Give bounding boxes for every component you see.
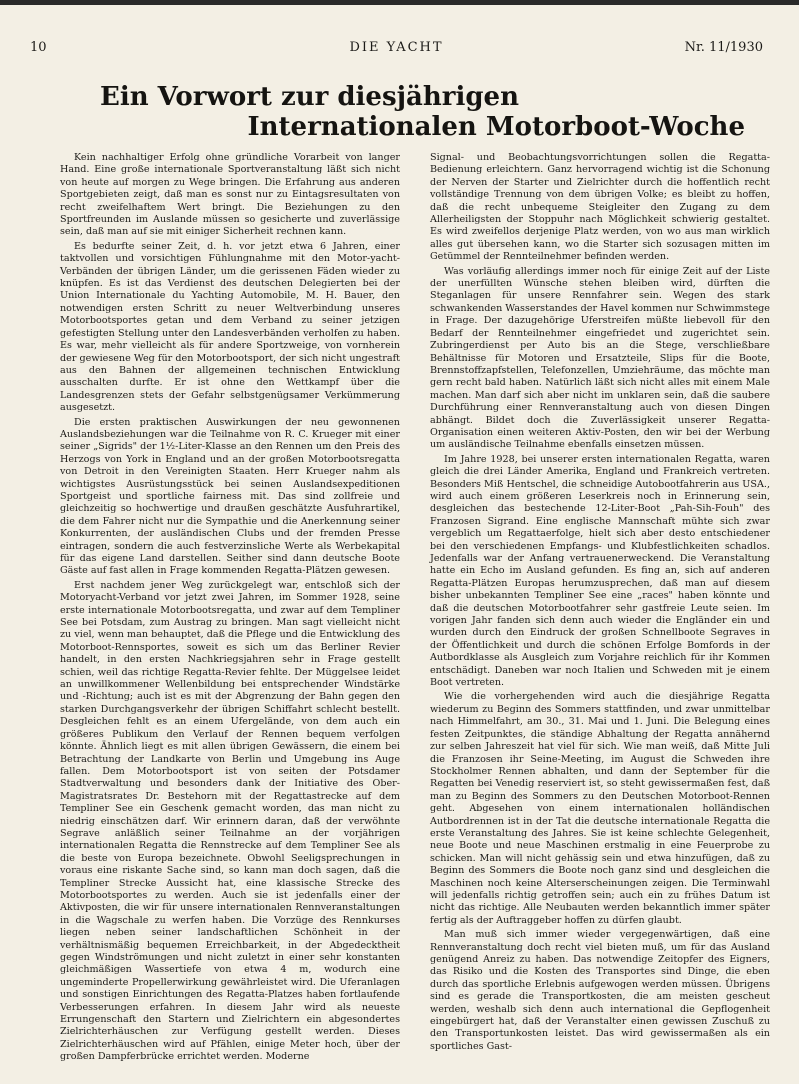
issue-number: Nr. 11/1930 bbox=[684, 40, 763, 55]
left-column bbox=[60, 152, 400, 1072]
article-title-line-1: Ein Vorwort zur diesjährigen bbox=[100, 82, 519, 112]
page-top-edge bbox=[0, 0, 799, 5]
running-header bbox=[30, 40, 763, 60]
paragraph: Im Jahre 1928, bei unserer ersten internationalen Regatta, waren gleich die drei Länder Amerika, England und Frankreich vertreten. Besonders Miß Hentschel, die schneidige Autobootfahrerin aus USA., wird auch einem größeren Leserkreis noch in Erinnerung sein, desgleichen das bestechende 12-Liter-Boot „Pah-Sih-Fouh" des Franzosen Sigrand. Eine englische Mannschaft mühte sich zwar vergeblich um Regattaerfolge, hielt sich aber desto entschiedener bei den verschiedenen Empfangs- und Klubfestlichkeiten schadlos. Jedenfalls war der Anfang vertrauenerweckend. Die Veranstaltung hatte ein Echo im Ausland gefunden. Es fing an, sich auf anderen Regatta-Plätzen Europas herumzusprechen, daß man auf diesem bisher unbekannten Templiner See eine „races" haben könnte und daß die deutschen Motorbootfahrer sehr gastfreie Leute seien. Im vorigen Jahr fanden sich denn auch wieder die Engländer ein und wurden durch den Eindruck der großen Schnellboote Segraves in der Öffentlichkeit und durch die schönen Erfolge Bomfords in der Autbordklasse als Ausgleich zum Vorjahre reichlich für ihr Kommen entschädigt. Daneben war noch Italien und Schweden mit je einem Boot vertreten. bbox=[430, 453, 770, 689]
paragraph: Es bedurfte seiner Zeit, d. h. vor jetzt etwa 6 Jahren, einer taktvollen und vorsichtigen Fühlungnahme mit den Motor-yacht-Verbänden der übrigen Länder, um die gerissenen Fäden wieder zu knüpfen. Es ist das Verdienst des deutschen Delegierten bei der Union Internationale du Yachting Automobile, M. H. Bauer, den notwendigen ersten Schritt zu neuer Weltverbindung unseres Motorbootsportes getan und dem Verband zu seiner jetzigen gefestigten Stellung unter den Landesverbänden verholfen zu haben. Es war, mehr vielleicht als für andere Sportzweige, von vornherein der gewiesene Weg für den Motorbootsport, der sich nicht ungestraft aus den Bahnen der allgemeinen technischen Entwicklung ausschalten durfte. Er ist ohne den Wettkampf über die Landesgrenzen stets der Gefahr selbstgenügsamer Verkümmerung ausgesetzt. bbox=[60, 240, 400, 414]
page-number: 10 bbox=[30, 40, 47, 55]
paragraph: Was vorläufig allerdings immer noch für einige Zeit auf der Liste der unerfüllten Wünsche stehen bleiben wird, dürften die Steganlagen für unsere Rennfahrer sein. Wegen des stark schwankenden Wasserstandes der Havel kommen nur Schwimmstege in Frage. Der dazugehörige Uferstreifen müßte liebevoll für den Bedarf der Rennteilnehmer eingefriedet und zugerichtet sein. Zubringerdienst per Auto bis an die Stege, verschließbare Behältnisse für Motoren und Ersatzteile, Slips für die Boote, Brennstoffzapfstellen, Telefonzellen, Umziehräume, das möchte man gern recht bald haben. Natürlich läßt sich nicht alles mit einem Male machen. Man darf sich aber nicht im unklaren sein, daß die saubere Durchführung einer Rennveranstaltung auch von diesen Dingen abhängt. Bildet doch die Zuverlässigkeit unserer Regatta-Organisation einen weiteren Aktiv-Posten, den wir bei der Werbung um ausländische Teilnahme ebenfalls einsetzen müssen. bbox=[430, 265, 770, 451]
article-body bbox=[60, 152, 770, 1072]
paragraph: Man muß sich immer wieder vergegenwärtigen, daß eine Rennveranstaltung doch recht viel bieten muß, um für das Ausland genügend Anreiz zu haben. Das notwendige Zeitopfer des Eigners, das Risiko und die Kosten des Transportes sind Dinge, die eben durch das sportliche Erlebnis aufgewogen werden müssen. Übrigens sind es gerade die Transportkosten, die am meisten gescheut werden, weshalb sich denn auch international die Gepflogenheit eingebürgert hat, daß der Veranstalter einen gewissen Zuschuß zu den Transportunkosten leistet. Das wird gewissermaßen als ein sportliches Gast- bbox=[430, 929, 770, 1052]
paragraph: Wie die vorhergehenden wird auch die diesjährige Regatta wiederum zu Beginn des Sommers stattfinden, und zwar unmittelbar nach Himmelfahrt, am 30., 31. Mai und 1. Juni. Die Belegung eines festen Zeitpunktes, die ständige Abhaltung der Regatta annähernd zur selben Jahreszeit hat viel für sich. Wie man weiß, daß Mitte Juli die Franzosen ihr Seine-Meeting, im August die Schweden ihre Stockholmer Rennen abhalten, und dann der September für die Regatten bei Venedig reserviert ist, so steht gewissermaßen fest, daß man zu Beginn des Sommers zu den Deutschen Motorboot-Rennen geht. Abgesehen von einem internationalen holländischen Autbordrennen ist in der Tat die deutsche internationale Regatta die erste Veranstaltung des Jahres. Sie ist keine schlechte Gelegenheit, neue Boote und neue Maschinen erstmalig in eine Feuerprobe zu schicken. Man will nicht gehässig sein und etwa hinzufügen, daß zu Beginn des Sommers die Boote noch ganz sind und desgleichen die Maschinen noch keine Alterserscheinungen zeigen. Die Terminwahl will jedenfalls richtig getroffen sein; auch ein zu frühes Datum ist nicht das richtige. Alle Neubauten werden bekanntlich immer später fertig als der Auftraggeber hoffen zu dürfen glaubt. bbox=[430, 691, 770, 926]
paragraph: Kein nachhaltiger Erfolg ohne gründliche Vorarbeit von langer Hand. Eine große internationale Sportveranstaltung läßt sich nicht von heute auf morgen zu Wege bringen. Die Erfahrung aus anderen Sportgebieten zeigt, daß man es sonst nur zu Eintagsresultaten von recht zweifelhaftem Wert bringt. Die Beziehungen zu den Sportfreunden im Auslande müssen so gesicherte und zuverlässige sein, daß man auf sie mit einiger Sicherheit rechnen kann. bbox=[60, 152, 400, 238]
journal-title: DIE YACHT bbox=[349, 40, 444, 55]
right-column bbox=[430, 152, 770, 1072]
paragraph: Signal- und Beobachtungsvorrichtungen sollen die Regatta-Bedienung erleichtern. Ganz hervorragend wichtig ist die Schonung der Nerven der Starter und Zielrichter durch die hoffentlich recht vollständige Trennung von dem übrigen Volke; es bleibt zu hoffen, daß die recht unbequeme Steigleiter den Zugang zu dem Allerheiligsten der Stoppuhr nach Möglichkeit schwierig gestaltet. Es wird zweifellos derjenige Platz werden, von wo aus man wirklich alles gut übersehen kann, wo die Starter sich sozusagen mitten im Getümmel der Rennteilnehmer befinden werden. bbox=[430, 152, 770, 263]
article-title-line-2: Internationalen Motorboot-Woche bbox=[247, 112, 745, 142]
paragraph: Erst nachdem jener Weg zurückgelegt war, entschloß sich der Motoryacht-Verband vor jetzt zwei Jahren, im Sommer 1928, seine erste internationale Motorbootsregatta, und zwar auf dem Templiner See bei Potsdam, zum Austrag zu bringen. Man sagt vielleicht nicht zu viel, wenn man behauptet, daß die Pflege und die Entwicklung des Motorboot-Rennsportes, soweit es sich um das Berliner Revier handelt, in den ersten Nachkriegsjahren sehr in Frage gestellt schien, weil das richtige Regatta-Revier fehlte. Der Müggelsee leidet an unwillkommener Wellenbildung bei entsprechender Windstärke und -Richtung; auch ist es mit der Abgrenzung der Bahn gegen den starken Durchgangsverkehr der übrigen Schiffahrt schlecht bestellt. Desgleichen fehlt es an einem Ufergelände, von dem auch ein größeres Publikum den Verlauf der Rennen bequem verfolgen könnte. Ähnlich liegt es mit allen übrigen Gewässern, die einem bei Betrachtung der Landkarte von Berlin und Umgebung ins Auge fallen. Dem Motorbootsport ist von seiten der Potsdamer Stadtverwaltung und besonders dank der Initiative des Ober-Magistratsrates Dr. Bestehorn mit der Regattastrecke auf dem Templiner See ein Geschenk gemacht worden, das man nicht zu niedrig einschätzen darf. Wir erinnern daran, daß der verwöhnte Segrave anläßlich seiner Teilnahme an der vorjährigen internationalen Regatta die Rennstrecke auf dem Templiner See als die beste von Europa bezeichnete. Obwohl Seeligsprechungen in voraus eine riskante Sache sind, so kann man doch sagen, daß die Templiner Strecke Aussicht hat, eine klassische Strecke des Motorbootsportes zu werden. Auch sie ist jedenfalls einer der Aktivposten, die wir für unsere internationalen Rennveranstaltungen in die Wagschale zu werfen haben. Die Vorzüge des Rennkurses liegen neben seiner landschaftlichen Schönheit in der verhältnismäßig bequemen Erreichbarkeit, in der Abgedecktheit gegen Windströmungen und nicht zuletzt in einer sehr konstanten gleichmäßigen Wassertiefe von etwa 4 m, wodurch eine ungeminderte Propellerwirkung gewährleistet wird. Die Uferanlagen und sonstigen Einrichtungen des Regatta-Platzes haben fortlaufende Verbesserungen erfahren. In diesem Jahr wird als neueste Errungenschaft den Startern und Zielrichtern ein abgesondertes Zielrichterhäuschen zur Verfügung gestellt werden. Dieses Zielrichterhäuschen wird auf Pfählen, einige Meter hoch, über der großen Dampferbrücke errichtet werden. Moderne bbox=[60, 579, 400, 1063]
paragraph: Die ersten praktischen Auswirkungen der neu gewonnenen Auslandsbeziehungen war die Teilnahme von R. C. Krueger mit einer seiner „Sigrids" der 1½-Liter-Klasse an den Rennen um den Preis des Herzogs von York in England und an der großen Motorbootsregatta von Detroit in den Vereinigten Staaten. Herr Krueger nahm als wichtigstes Ausrüstungsstück bei seinen Auslandsexpeditionen Sportgeist und sportliche fairness mit. Das sind zollfreie und gleichzeitig so hochwertige und draußen geschätzte Ausfuhrartikel, die dem Fahrer nicht nur die Sympathie und die Anerkennung seiner Konkurrenten, der ausländischen Clubs und der fremden Presse eintragen, sondern die auch festverzinsliche Werte als Werbekapital für das eigene Land darstellen. Seither sind dann deutsche Boote Gäste auf fast allen in Frage kommenden Regatta-Plätzen gewesen. bbox=[60, 416, 400, 577]
